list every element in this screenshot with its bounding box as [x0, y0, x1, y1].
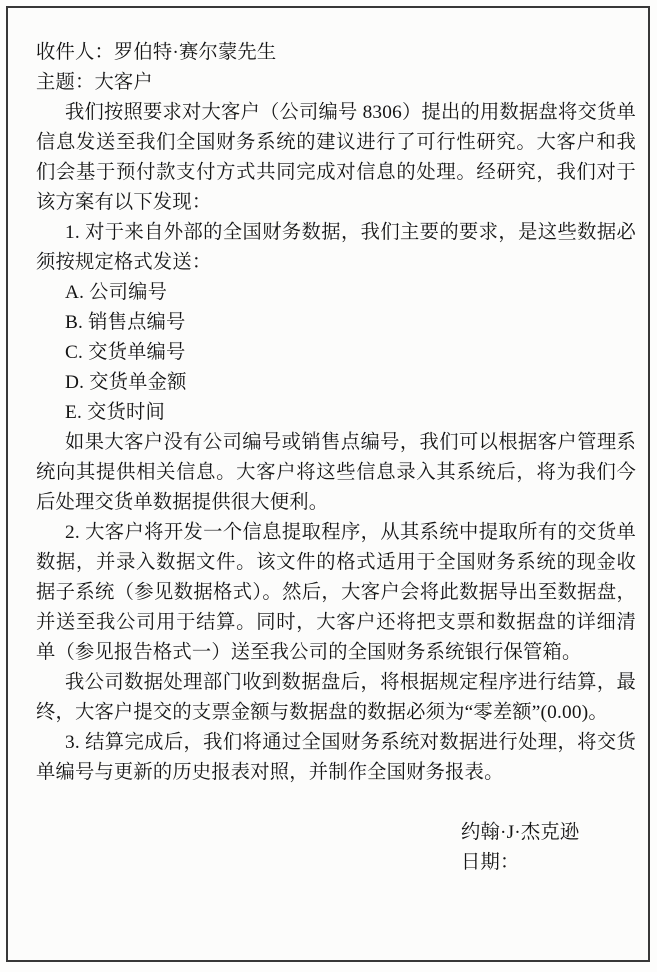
- list-item-c: C. 交货单编号: [65, 342, 186, 363]
- signature-name: 约翰·J·杰克逊: [461, 822, 580, 843]
- point-1-paragraph: 1. 对于来自外部的全国财务数据，我们主要的要求，是这些数据必须按规定格式发送：: [36, 222, 636, 273]
- signature-block: [461, 818, 636, 878]
- list-item-e: E. 交货时间: [65, 402, 165, 423]
- point-1-note-paragraph: 如果大客户没有公司编号或销售点编号，我们可以根据客户管理系统向其提供相关信息。大客户将这些信息录入其系统后，将为我们今后处理交货单数据提供很大便利。: [36, 432, 636, 513]
- list-item-d: D. 交货单金额: [65, 372, 187, 393]
- signature-date-label: 日期：: [461, 852, 520, 873]
- point-3-paragraph: 3. 结算完成后，我们将通过全国财务系统对数据进行处理，将交货单编号与更新的历史报表对照，并制作全国财务报表。: [36, 732, 636, 783]
- recipient-line: 收件人：罗伯特·赛尔蒙先生: [36, 42, 277, 63]
- intro-paragraph: 我们按照要求对大客户（公司编号 8306）提出的用数据盘将交货单信息发送至我们全国财务系统的建议进行了可行性研究。大客户和我们会基于预付款支付方式共同完成对信息的处理。经研究，我们对于该方案有以下发现：: [36, 102, 636, 213]
- page-border-frame: [6, 6, 650, 962]
- point-2-paragraph: 2. 大客户将开发一个信息提取程序，从其系统中提取所有的交货单数据，并录入数据文件。该文件的格式适用于全国财务系统的现金收据子系统（参见数据格式）。然后，大客户会将此数据导出至数据盘，并送至我公司用于结算。同时，大客户还将把支票和数据盘的详细清单（参见报告格式一）送至我公司的全国财务系统银行保管箱。: [36, 522, 636, 663]
- requirement-list: [36, 278, 636, 428]
- list-item-b: B. 销售点编号: [65, 312, 186, 333]
- subject-line: 主题：大客户: [36, 72, 153, 93]
- list-item-a: A. 公司编号: [65, 282, 168, 303]
- letter-content: [36, 38, 636, 878]
- point-2-note-paragraph: 我公司数据处理部门收到数据盘后，将根据规定程序进行结算，最终，大客户提交的支票金额与数据盘的数据必须为“零差额”(0.00)。: [36, 672, 636, 723]
